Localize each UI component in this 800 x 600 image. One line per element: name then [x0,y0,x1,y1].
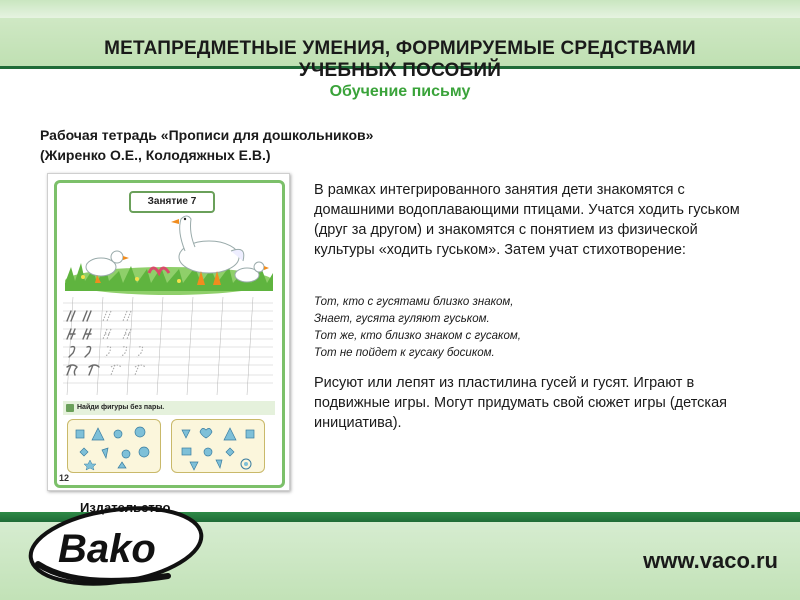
website-url[interactable]: www.vaco.ru [643,548,778,573]
slide-title [0,38,800,82]
handwriting-lines [63,297,273,395]
workbook-page-image [47,173,290,491]
workbook-title [40,125,373,165]
activity-paragraph [314,373,760,433]
lesson-label: Занятие 7 [129,191,215,213]
vako-logo [18,486,218,594]
page-number: 12 [59,473,70,483]
poem-line: Тот же, кто близко знаком с гусаком, [314,330,521,342]
poem [314,294,744,362]
logo-brand-text: Bako [58,527,156,571]
poem-line: Знает, гусята гуляют гуськом. [314,313,490,325]
description-paragraph [314,180,760,260]
shapes-box-left [67,419,161,473]
slide-subtitle: Обучение письму [329,83,471,100]
task-label: Найди фигуры без пары. [77,404,165,411]
paragraph-2: Рисуют или лепят из пластилина гусей и гусят. Играют в подвижные игры. Могут придумать свой сюжет игры (детская инициатива). [314,375,728,431]
geese-illustration [61,211,277,297]
slide-title-line1: МЕТАПРЕДМЕТНЫЕ УМЕНИЯ, ФОРМИРУЕМЫЕ СРЕДСТВАМИ [104,38,696,59]
paragraph-1: В рамках интегрированного занятия дети знакомятся с домашними водоплавающими птицами. Учатся ходить гуськом (друг за другом) и знакомятся с понятием из физической культуры «ходить гуськом». Затем учат стихотворение: [314,182,740,258]
poem-line: Тот, кто с гусятами близко знаком, [314,296,514,308]
shapes-box-right [171,419,265,473]
slide-title-line2: УЧЕБНЫХ ПОСОБИЙ [298,60,502,81]
poem-line: Тот не пойдет к гусаку босиком. [314,347,495,359]
task-icon [66,404,74,412]
task-strip [63,401,275,415]
top-band [0,0,800,18]
logo-publisher-text: Издательство [80,500,171,515]
workbook-page-frame [54,180,285,488]
workbook-title-line1: Рабочая тетрадь «Прописи для дошкольников» [40,127,374,143]
workbook-authors: (Жиренко О.Е., Колодяжных Е.В.) [40,147,271,163]
